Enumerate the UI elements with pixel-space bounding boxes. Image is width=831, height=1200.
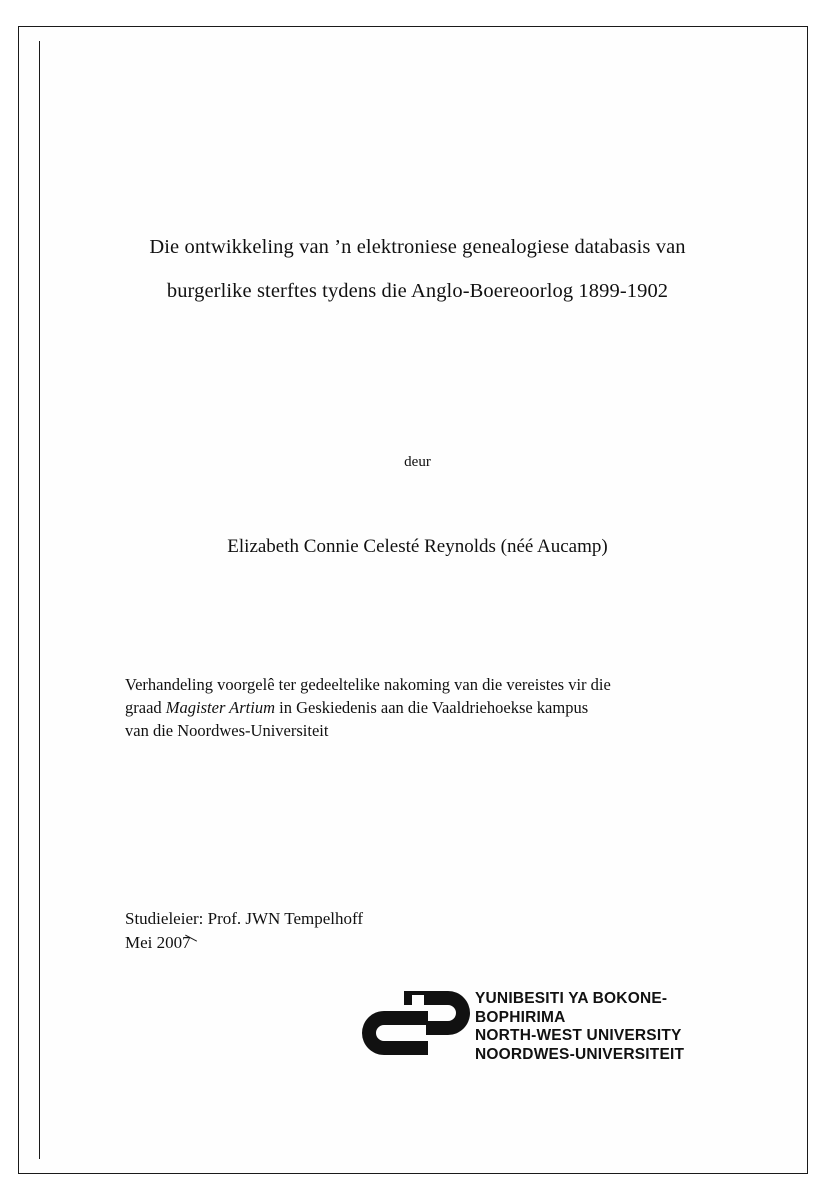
- logo-text-line-2: NORTH-WEST UNIVERSITY: [475, 1027, 682, 1044]
- page-border: [18, 26, 808, 1174]
- supervisor-line: Studieleier: Prof. JWN Tempelhoff: [125, 909, 364, 928]
- submission-line-2-post: in Geskiedenis aan die Vaaldriehoekse kampus: [275, 698, 589, 717]
- date-line: Mei 2007: [125, 933, 191, 952]
- degree-name: Magister Artium: [165, 698, 276, 717]
- university-logo: [275, 985, 695, 1065]
- submission-statement: [125, 673, 710, 742]
- submission-line-1: Verhandeling voorgelê ter gedeeltelike nakoming van die vereistes vir die: [125, 675, 611, 694]
- title-line-2: burgerlike sterftes tydens die Anglo-Boereoorlog 1899-1902: [166, 280, 669, 302]
- submission-line-2: [125, 696, 710, 719]
- document-title: [125, 225, 710, 313]
- submission-line-3: van die Noordwes-Universiteit: [125, 721, 329, 740]
- author-name: Elizabeth Connie Celesté Reynolds (néé Aucamp): [227, 536, 608, 557]
- logo-text: [475, 990, 695, 1064]
- logo-text-line-1: YUNIBESITI YA BOKONE-BOPHIRIMA: [475, 990, 668, 1026]
- title-page-content: [125, 41, 710, 1159]
- page-inner-rule: [39, 41, 787, 1159]
- title-line-1: Die ontwikkeling van ’n elektroniese genealogiese databasis van: [149, 236, 686, 258]
- logo-text-line-3: NOORDWES-UNIVERSITEIT: [475, 1045, 685, 1063]
- submission-line-2-pre: graad: [125, 698, 166, 717]
- by-word: deur: [404, 454, 431, 470]
- supervisor-block: [125, 907, 710, 955]
- date-line-wrap: [125, 931, 191, 955]
- nwu-logo-icon: [360, 987, 472, 1059]
